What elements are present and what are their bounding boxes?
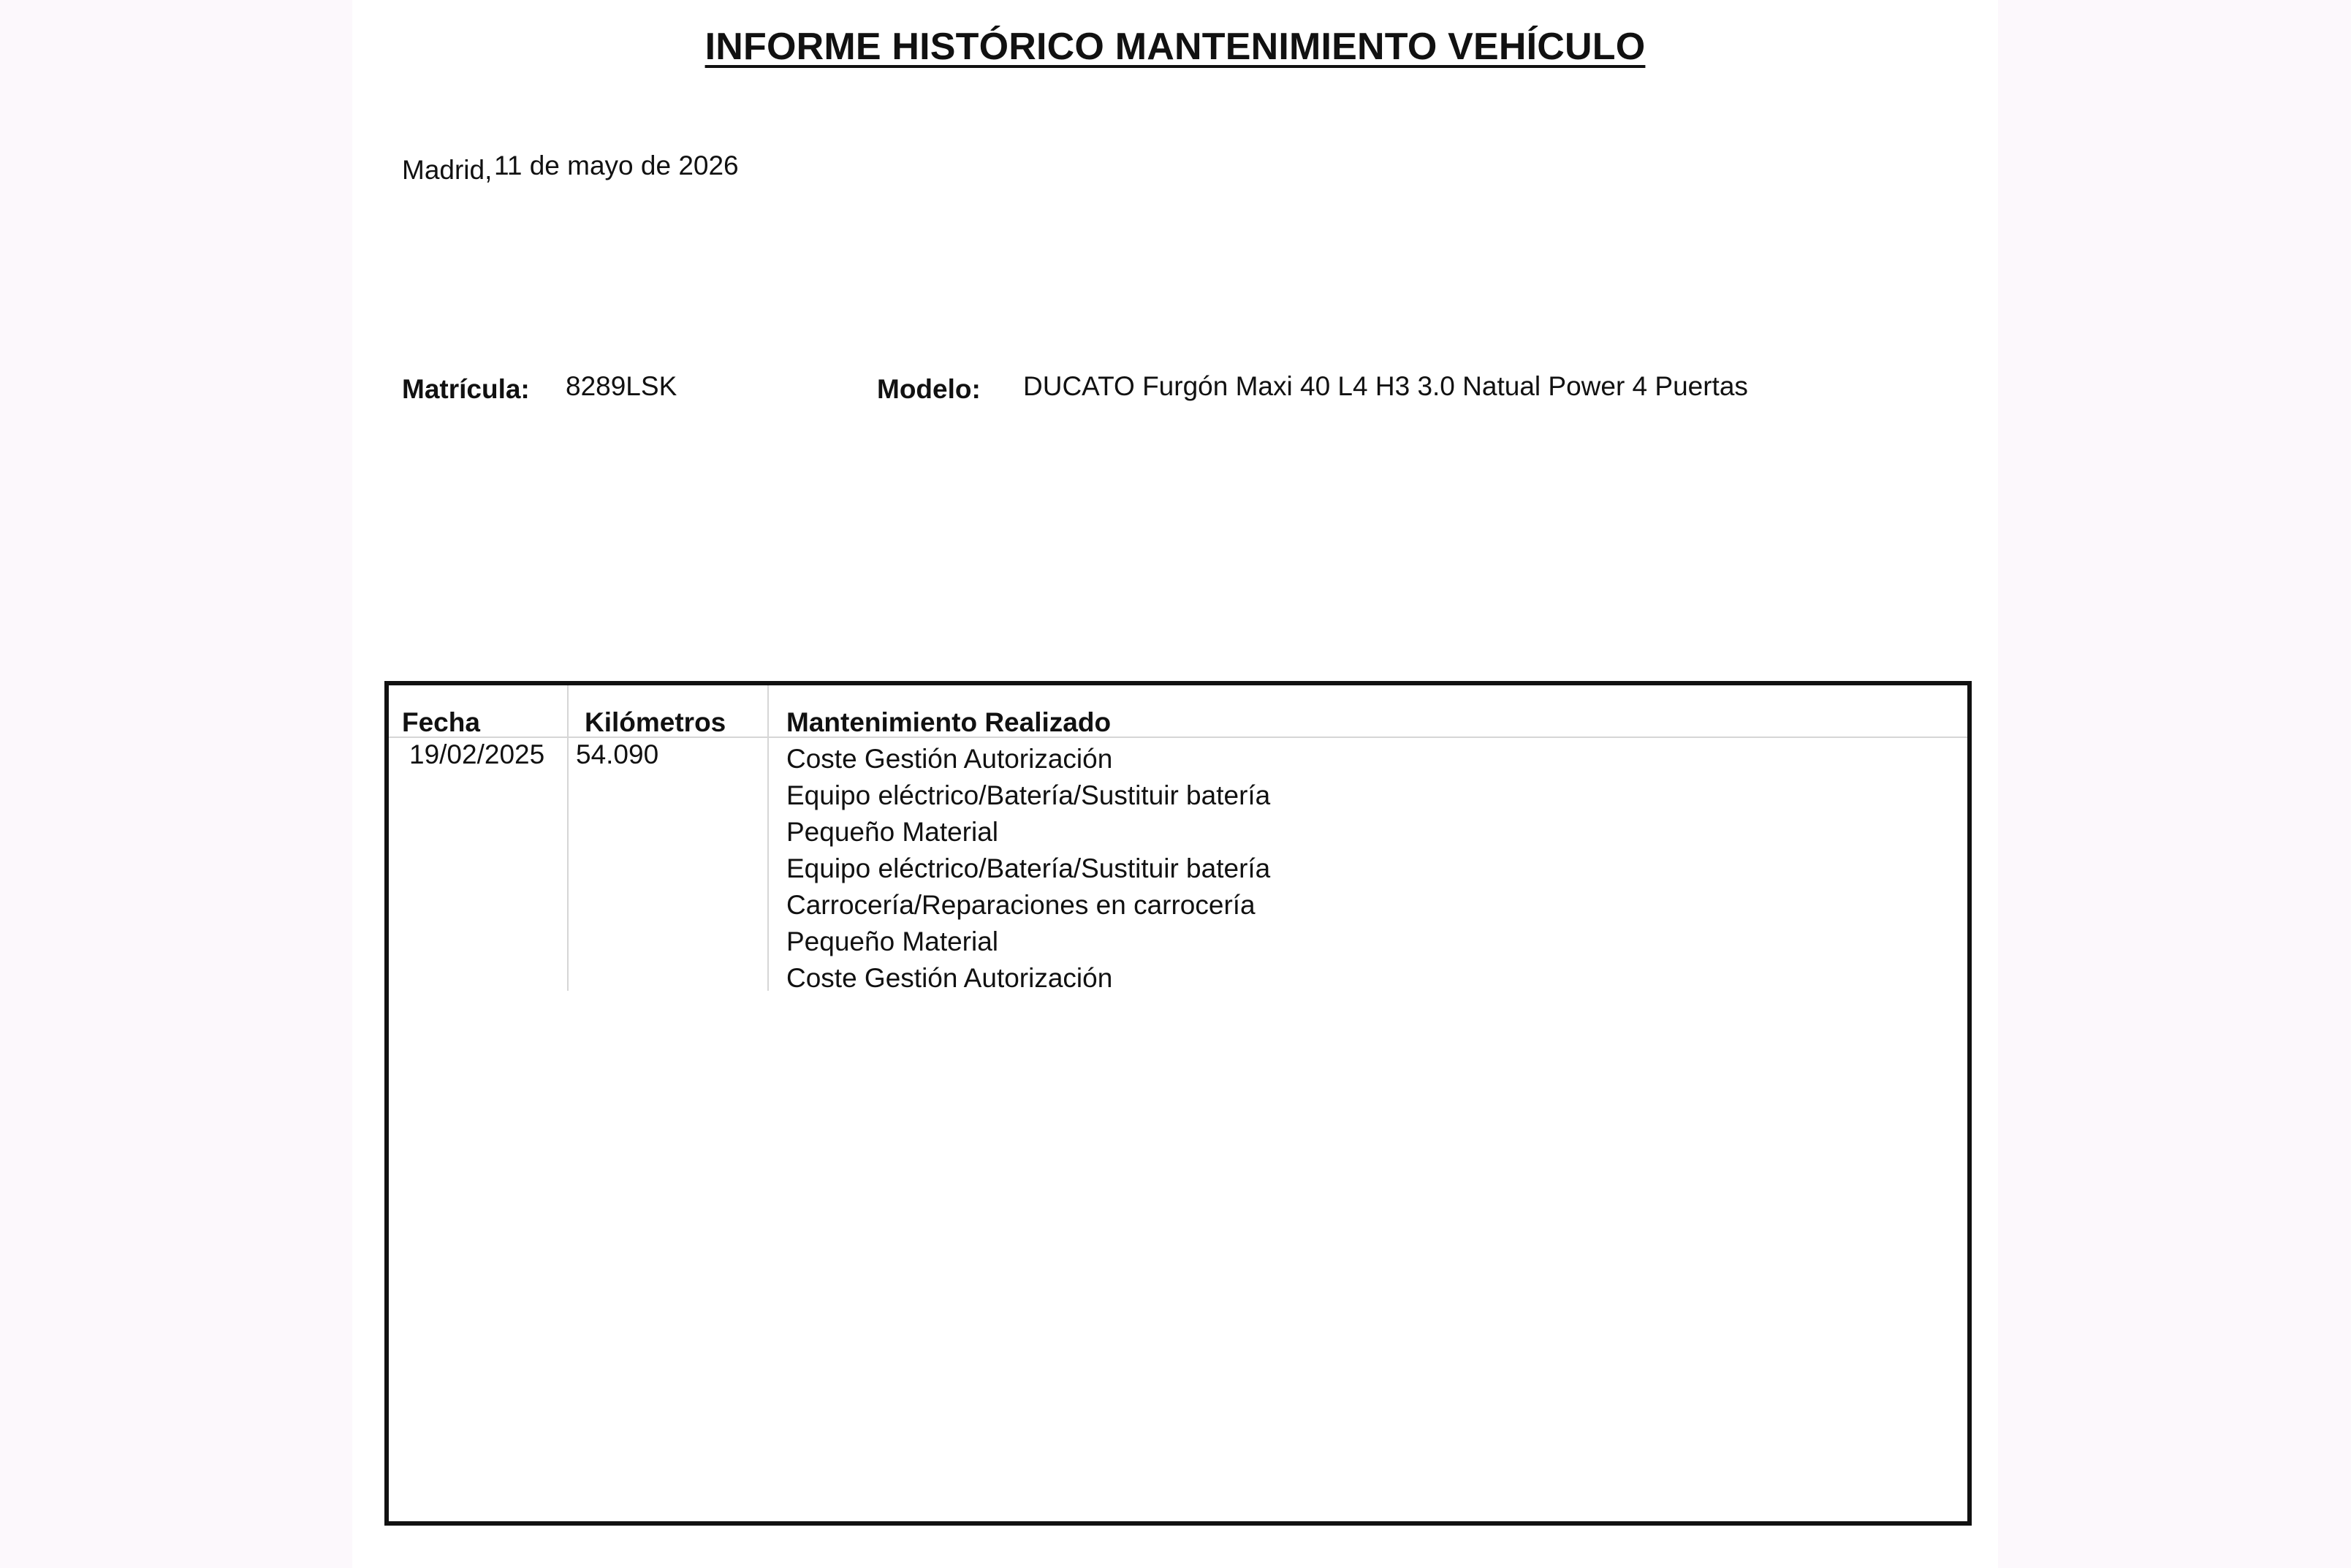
- list-item: Coste Gestión Autorización: [786, 963, 1113, 993]
- header-fecha: Fecha: [402, 707, 480, 737]
- plate-value: 8289LSK: [566, 371, 677, 401]
- maintenance-items-list: [786, 741, 1270, 997]
- model-label: Modelo:: [877, 374, 981, 404]
- report-title: INFORME HISTÓRICO MANTENIMIENTO VEHÍCULO: [704, 26, 1646, 68]
- report-page: [352, 0, 1998, 1568]
- row-fecha: 19/02/2025: [409, 739, 545, 769]
- column-divider: [767, 685, 769, 991]
- list-item: Equipo eléctrico/Batería/Sustituir batería: [786, 853, 1271, 883]
- list-item: Pequeño Material: [786, 926, 999, 956]
- list-item: Equipo eléctrico/Batería/Sustituir batería: [786, 780, 1271, 810]
- header-mantenimiento: Mantenimiento Realizado: [786, 707, 1112, 737]
- list-item: Carrocería/Reparaciones en carrocería: [786, 890, 1256, 920]
- list-item: Pequeño Material: [786, 817, 999, 847]
- header-kilometros: Kilómetros: [585, 707, 726, 737]
- list-item: Coste Gestión Autorización: [786, 744, 1113, 774]
- report-date: 11 de mayo de 2026: [494, 151, 739, 180]
- report-city: Madrid,: [402, 155, 493, 185]
- model-value: DUCATO Furgón Maxi 40 L4 H3 3.0 Natual Power 4 Puertas: [1023, 371, 1748, 401]
- maintenance-table: [384, 681, 1972, 1526]
- plate-label: Matrícula:: [402, 374, 530, 404]
- column-divider: [567, 685, 569, 991]
- row-kilometros: 54.090: [576, 739, 659, 769]
